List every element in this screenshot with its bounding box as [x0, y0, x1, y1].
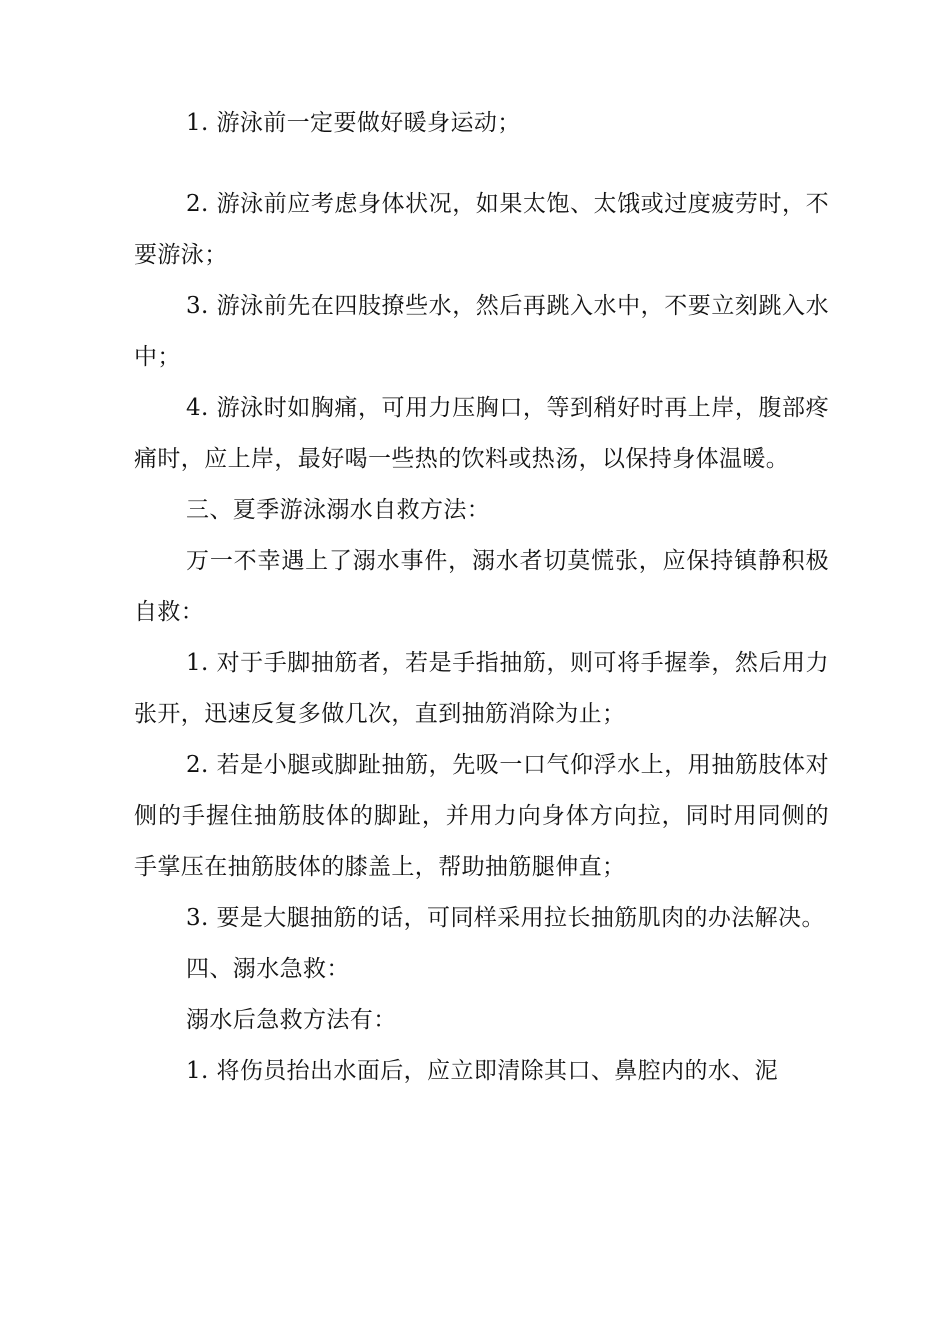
paragraph-body-condition: 2. 游泳前应考虑身体状况，如果太饱、太饿或过度疲劳时，不要游泳； [134, 191, 829, 268]
paragraph-calf-cramp: 2. 若是小腿或脚趾抽筋，先吸一口气仰浮水上，用抽筋肢体对侧的手握住抽筋肢体的脚趾，并用力向身体方向拉，同时用同侧的手掌压在抽筋肢体的膝盖上，帮助抽筋腿伸直； [134, 752, 829, 880]
paragraph-finger-cramp: 1. 对于手脚抽筋者，若是手指抽筋，则可将手握拳，然后用力张开，迅速反复多做几次，直到抽筋消除为止； [134, 650, 829, 727]
paragraph-chest-pain: 4. 游泳时如胸痛，可用力压胸口，等到稍好时再上岸，腹部疼痛时，应上岸，最好喝一些热的饮料或热汤，以保持身体温暖。 [134, 395, 829, 472]
paragraph-first-aid-intro: 溺水后急救方法有： [186, 1007, 397, 1033]
paragraph-stay-calm: 万一不幸遇上了溺水事件，溺水者切莫慌张，应保持镇静积极自救： [134, 548, 829, 625]
paragraph-thigh-cramp: 3. 要是大腿抽筋的话，可同样采用拉长抽筋肌肉的办法解决。 [186, 905, 825, 931]
paragraph-warmup: 1. 游泳前一定要做好暖身运动； [186, 110, 521, 136]
document-body [134, 98, 829, 1097]
paragraph-splash-water: 3. 游泳前先在四肢撩些水，然后再跳入水中，不要立刻跳入水中； [134, 293, 829, 370]
paragraph-clear-airway: 1. 将伤员抬出水面后，应立即清除其口、鼻腔内的水、泥 [186, 1058, 779, 1084]
section-heading-first-aid: 四、溺水急救： [186, 956, 350, 982]
section-heading-self-rescue: 三、夏季游泳溺水自救方法： [186, 497, 491, 523]
